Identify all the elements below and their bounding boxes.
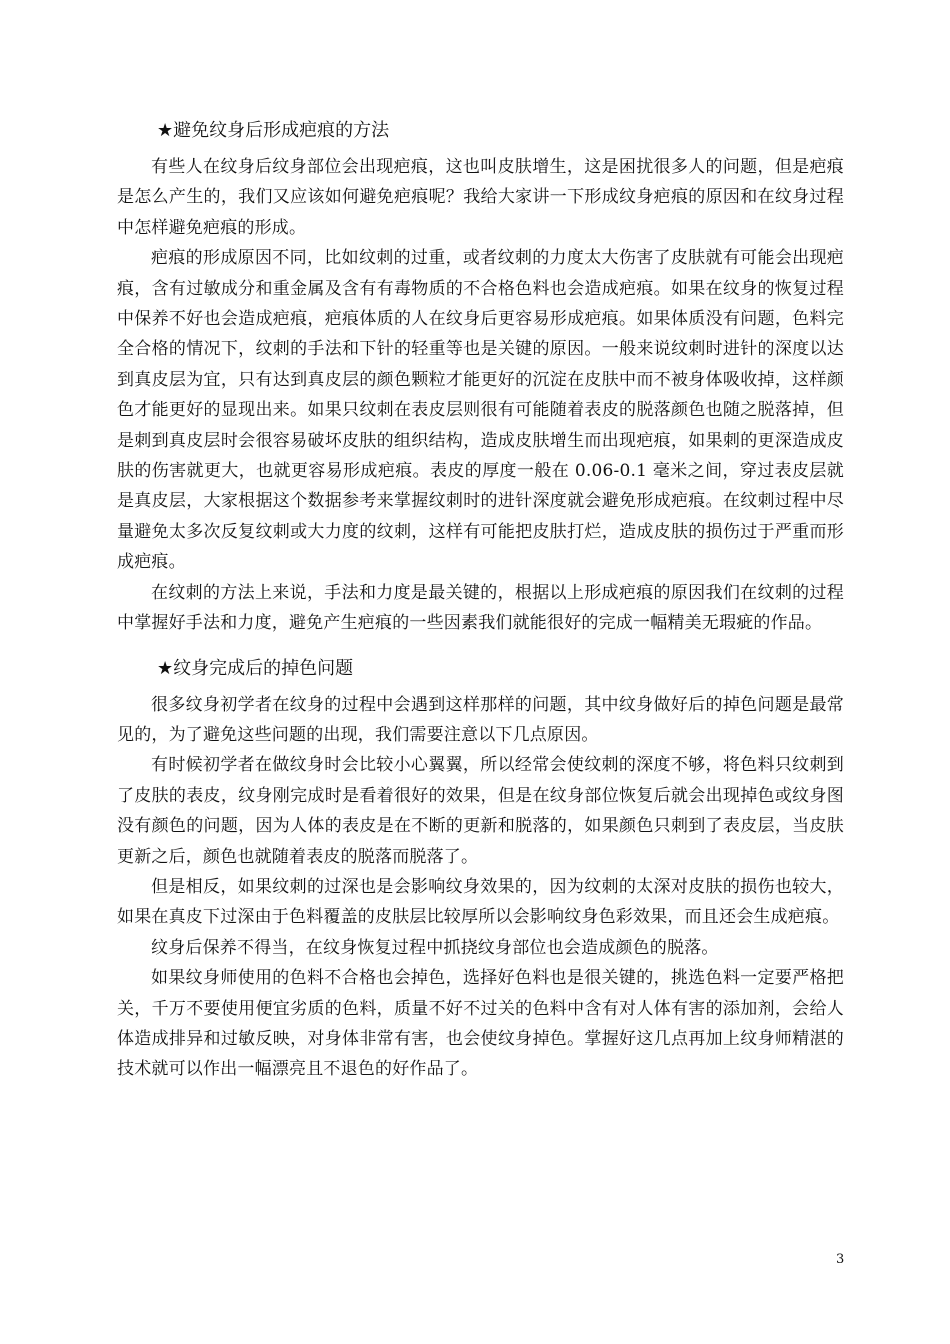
paragraph: 纹身后保养不得当，在纹身恢复过程中抓挠纹身部位也会造成颜色的脱落。 (151, 937, 719, 958)
section-heading: ★纹身完成后的掉色问题 (157, 657, 354, 679)
paragraph: 疤痕的形成原因不同，比如纹刺的过重，或者纹刺的力度太大伤害了皮肤就有可能会出现疤痕，含有过敏成分和重金属及含有有毒物质的不合格色料也会造成疤痕。如果在纹身的恢复过程中保养不好也会造成疤痕，疤痕体质的人在纹身后更容易形成疤痕。如果体质没有问题，色料完全合格的情况下，纹刺的手法和下针的轻重等也是关键的原因。一般来说纹刺时进针的深度以达到真皮层为宜，只有达到真皮层的颜色颗粒才能更好的沉淀在皮肤中而不被身体吸收掉，这样颜色才能更好的显现出来。如果只纹刺在表皮层则很有可能随着表皮的脱落颜色也随之脱落掉，但是刺到真皮层时会很容易破坏皮肤的组织结构，造成皮肤增生而出现疤痕，如果刺的更深造成皮肤的伤害就更大，也就更容易形成疤痕。表皮的厚度一般在 0.06-0.1 毫米之间，穿过表皮层就是真皮层，大家根据这个数据参考来掌握纹刺时的进针深度就会避免形成疤痕。在纹刺过程中尽量避免太多次反复纹刺或大力度的纹刺，这样有可能把皮肤打烂，造成皮肤的损伤过于严重而形成疤痕。 (117, 248, 844, 573)
paragraph: 很多纹身初学者在纹身的过程中会遇到这样那样的问题，其中纹身做好后的掉色问题是最常见的，为了避免这些问题的出现，我们需要注意以下几点原因。 (117, 694, 844, 745)
section-heading: ★避免纹身后形成疤痕的方法 (157, 120, 390, 141)
section-color-fading (117, 654, 844, 1085)
paragraph: 有些人在纹身后纹身部位会出现疤痕，这也叫皮肤增生，这是困扰很多人的问题，但是疤痕是怎么产生的，我们又应该如何避免疤痕呢？我给大家讲一下形成纹身疤痕的原因和在纹身过程中怎样避免疤痕的形成。 (117, 157, 844, 238)
paragraph: 如果纹身师使用的色料不合格也会掉色，选择好色料也是很关键的，挑选色料一定要严格把关，千万不要使用便宜劣质的色料，质量不好不过关的色料中含有对人体有害的添加剂，会给人体造成排异和过敏反映，对身体非常有害，也会使纹身掉色。掌握好这几点再加上纹身师精湛的技术就可以作出一幅漂亮且不退色的好作品了。 (117, 968, 844, 1080)
page-content (117, 116, 844, 1085)
section-scar-prevention (117, 116, 844, 639)
paragraph: 但是相反，如果纹刺的过深也是会影响纹身效果的，因为纹刺的太深对皮肤的损伤也较大，如果在真皮下过深由于色料覆盖的皮肤层比较厚所以会影响纹身色彩效果，而且还会生成疤痕。 (117, 876, 844, 928)
page-number: 3 (836, 1252, 845, 1267)
paragraph: 有时候初学者在做纹身时会比较小心翼翼，所以经常会使纹刺的深度不够，将色料只纹刺到了皮肤的表皮，纹身刚完成时是看着很好的效果，但是在纹身部位恢复后就会出现掉色或纹身图没有颜色的问题，因为人体的表皮是在不断的更新和脱落的，如果颜色只刺到了表皮层，当皮肤更新之后，颜色也就随着表皮的脱落而脱落了。 (117, 755, 844, 867)
paragraph: 在纹刺的方法上来说，手法和力度是最关键的，根据以上形成疤痕的原因我们在纹刺的过程中掌握好手法和力度，避免产生疤痕的一些因素我们就能很好的完成一幅精美无瑕疵的作品。 (117, 582, 844, 634)
